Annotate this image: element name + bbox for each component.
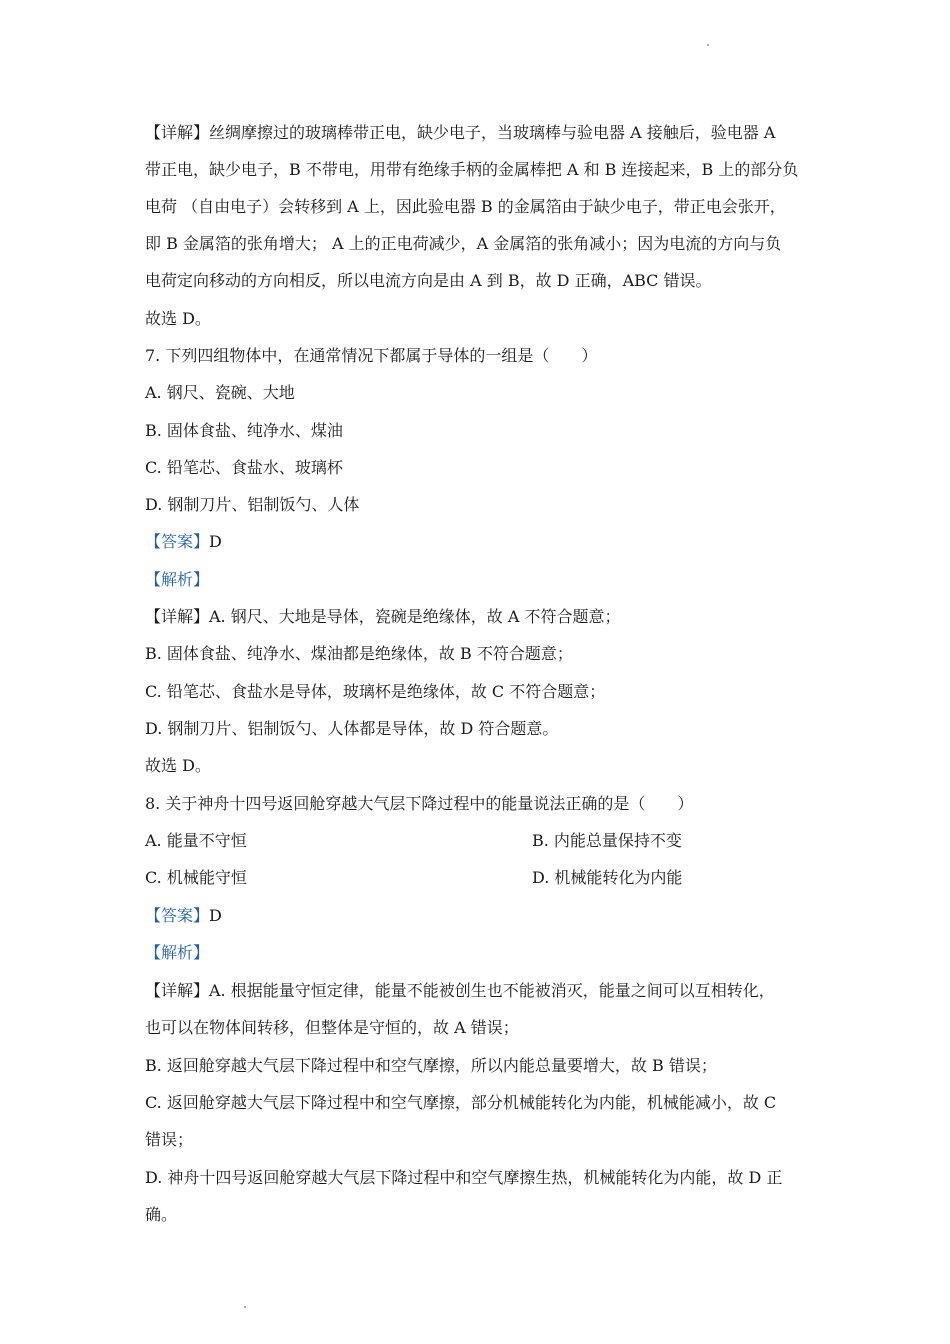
q8-answer	[145, 905, 222, 927]
q8-question: 8. 关于神舟十四号返回舱穿越大气层下降过程中的能量说法正确的是（ ）	[145, 794, 694, 813]
q8-detail-6: D. 神舟十四号返回舱穿越大气层下降过程中和空气摩擦生热，机械能转化为内能，故 D 正	[145, 1168, 783, 1187]
q7-detail-1: 【详解】A. 钢尺、大地是导体，瓷碗是绝缘体，故 A 不符合题意；	[145, 607, 621, 626]
q7-option-b: B. 固体食盐、纯净水、煤油	[145, 421, 343, 440]
answer-value: D	[209, 906, 222, 925]
page-mark	[244, 1306, 246, 1308]
q7-question: 7. 下列四组物体中，在通常情况下都属于导体的一组是（ ）	[145, 346, 598, 365]
q6-explanation-line-2: 带正电，缺少电子，B 不带电，用带有绝缘手柄的金属棒把 A 和 B 连接起来，B 上的部分负	[145, 160, 799, 179]
q6-conclusion: 故选 D。	[145, 309, 211, 328]
q7-option-c: C. 铅笔芯、食盐水、玻璃杯	[145, 458, 343, 477]
q8-detail-5: 错误；	[145, 1130, 194, 1149]
q7-option-d: D. 钢制刀片、铝制饭勺、人体	[145, 495, 360, 514]
q6-explanation-line-3: 电荷 （自由电子）会转移到 A 上，因此验电器 B 的金属箔由于缺少电子，带正电会张开，	[145, 197, 786, 216]
q7-detail-3: C. 铅笔芯、食盐水是导体，玻璃杯是绝缘体，故 C 不符合题意；	[145, 682, 606, 701]
q6-explanation-line-1: 【详解】丝绸摩擦过的玻璃棒带正电，缺少电子，当玻璃棒与验电器 A 接触后，验电器 A	[145, 123, 776, 142]
q6-explanation-line-4: 即 B 金属箔的张角增大； A 上的正电荷减少，A 金属箔的张角减小；因为电流的方向与负	[145, 234, 782, 253]
q8-detail-7: 确。	[145, 1205, 178, 1224]
q7-detail-4: D. 钢制刀片、铝制饭勺、人体都是导体，故 D 符合题意。	[145, 719, 559, 738]
q8-detail-2: 也可以在物体间转移，但整体是守恒的，故 A 错误；	[145, 1018, 519, 1037]
q7-option-a: A. 钢尺、瓷碗、大地	[145, 383, 295, 402]
answer-tag: 【答案】	[145, 532, 210, 551]
q7-answer	[145, 531, 222, 553]
answer-value: D	[209, 532, 222, 551]
q7-conclusion: 故选 D。	[145, 756, 211, 775]
q8-detail-3: B. 返回舱穿越大气层下降过程中和空气摩擦，所以内能总量要增大，故 B 错误；	[145, 1056, 717, 1075]
page-mark	[707, 44, 709, 46]
q8-option-b: B. 内能总量保持不变	[532, 831, 682, 850]
q8-option-a: A. 能量不守恒	[145, 831, 247, 850]
answer-tag: 【答案】	[145, 906, 210, 925]
q6-explanation-line-5: 电荷定向移动的方向相反，所以电流方向是由 A 到 B，故 D 正确，ABC 错误。	[145, 271, 712, 290]
q8-detail-1: 【详解】A. 根据能量守恒定律，能量不能被创生也不能被消灭，能量之间可以互相转化，	[145, 981, 775, 1000]
q8-analysis-tag: 【解析】	[145, 943, 210, 962]
q8-option-c: C. 机械能守恒	[145, 868, 247, 887]
q7-analysis-tag: 【解析】	[145, 570, 210, 589]
q8-option-d: D. 机械能转化为内能	[532, 868, 683, 887]
q8-detail-4: C. 返回舱穿越大气层下降过程中和空气摩擦，部分机械能转化为内能，机械能减小，故 C	[145, 1093, 777, 1112]
q7-detail-2: B. 固体食盐、纯净水、煤油都是绝缘体，故 B 不符合题意；	[145, 644, 573, 663]
